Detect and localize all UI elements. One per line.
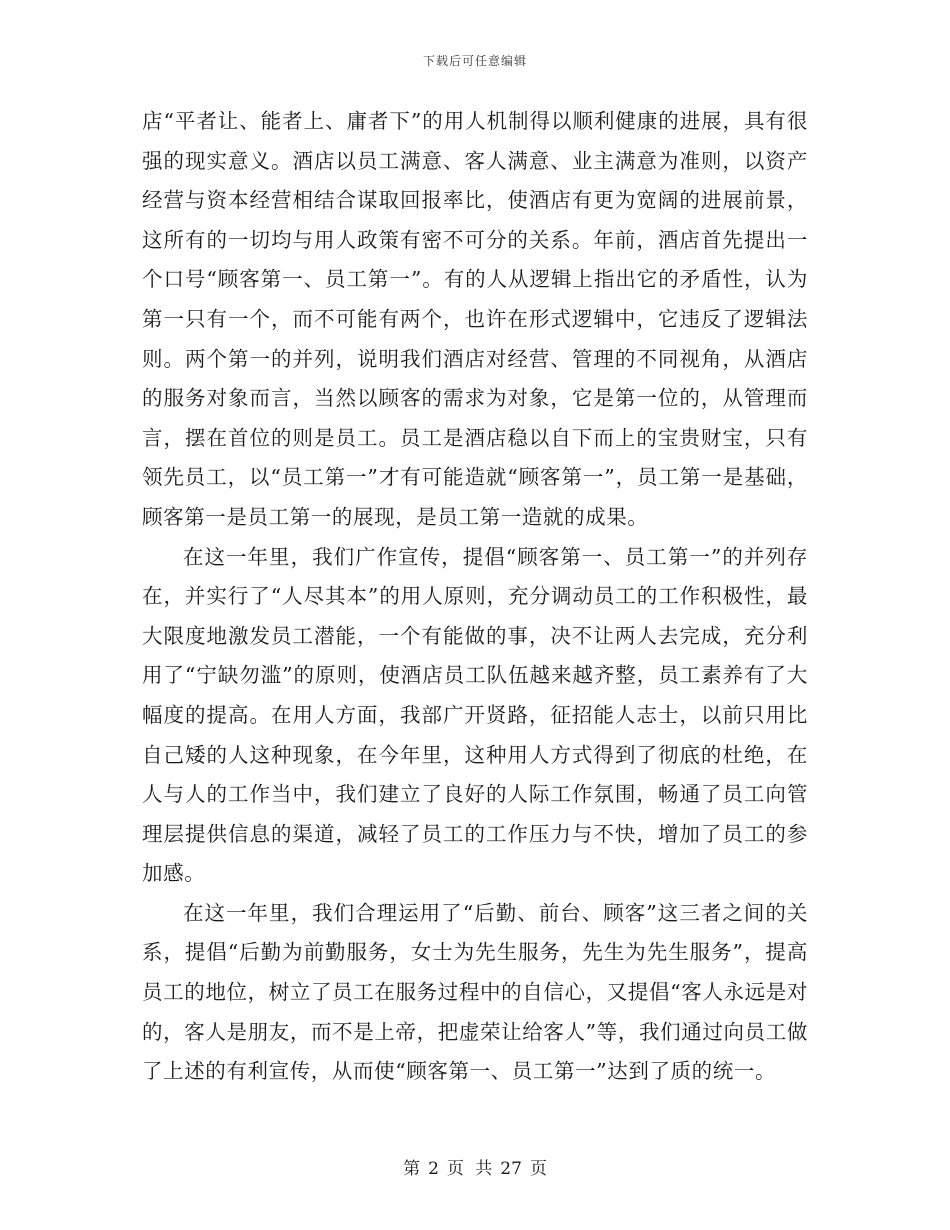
current-page-number: 2 [428, 1159, 439, 1179]
footer-middle: 页 共 [446, 1159, 493, 1179]
paragraph-2: 在这一年里，我们广作宣传，提倡“顾客第一、员工第一”的并列存在，并实行了“人尽其本”的用人原则，充分调动员工的工作积极性，最大限度地激发员工潜能，一个有能做的事，决不让两人去完成，充分利用了“宁缺勿滥”的原则，使酒店员工队伍越来越齐整，员工素养有了大幅度的提高。在用人方面，我部广开贤路，征招能人志士，以前只用比自己矮的人这种现象，在今年里，这种用人方式得到了彻底的杜绝，在人与人的工作当中，我们建立了良好的人际工作氛围，畅通了员工向管理层提供信息的渠道，减轻了员工的工作压力与不快，增加了员工的参加感。 [142, 544, 808, 886]
page-footer [0, 1154, 950, 1179]
footer-suffix: 页 [529, 1159, 547, 1179]
document-body [142, 102, 808, 1092]
paragraph-1: 店“平者让、能者上、庸者下”的用人机制得以顺利健康的进展，具有很强的现实意义。酒店以员工满意、客人满意、业主满意为准则，以资产经营与资本经营相结合谋取回报率比，使酒店有更为宽阔的进展前景，这所有的一切均与用人政策有密不可分的关系。年前，酒店首先提出一个口号“顾客第一、员工第一”。有的人从逻辑上指出它的矛盾性，认为第一只有一个，而不可能有两个，也许在形式逻辑中，它违反了逻辑法则。两个第一的并列，说明我们酒店对经营、管理的不同视角，从酒店的服务对象而言，当然以顾客的需求为对象，它是第一位的，从管理而言，摆在首位的则是员工。员工是酒店稳以自下而上的宝贵财宝，只有领先员工，以“员工第一”才有可能造就“顾客第一”，员工第一是基础，顾客第一是员工第一的展现，是员工第一造就的成果。 [142, 109, 808, 529]
page-header: 下载后可任意编辑 [422, 54, 527, 68]
footer-prefix: 第 [403, 1159, 421, 1179]
total-pages-number: 27 [500, 1159, 522, 1179]
paragraph-3: 在这一年里，我们合理运用了“后勤、前台、顾客”这三者之间的关系，提倡“后勤为前勤服务，女士为先生服务，先生为先生服务”，提高员工的地位，树立了员工在服务过程中的自信心，又提倡“客人永远是对的，客人是朋友，而不是上帝，把虚荣让给客人”等，我们通过向员工做了上述的有利宣传，从而使“顾客第一、员工第一”达到了质的统一。 [142, 900, 808, 1084]
